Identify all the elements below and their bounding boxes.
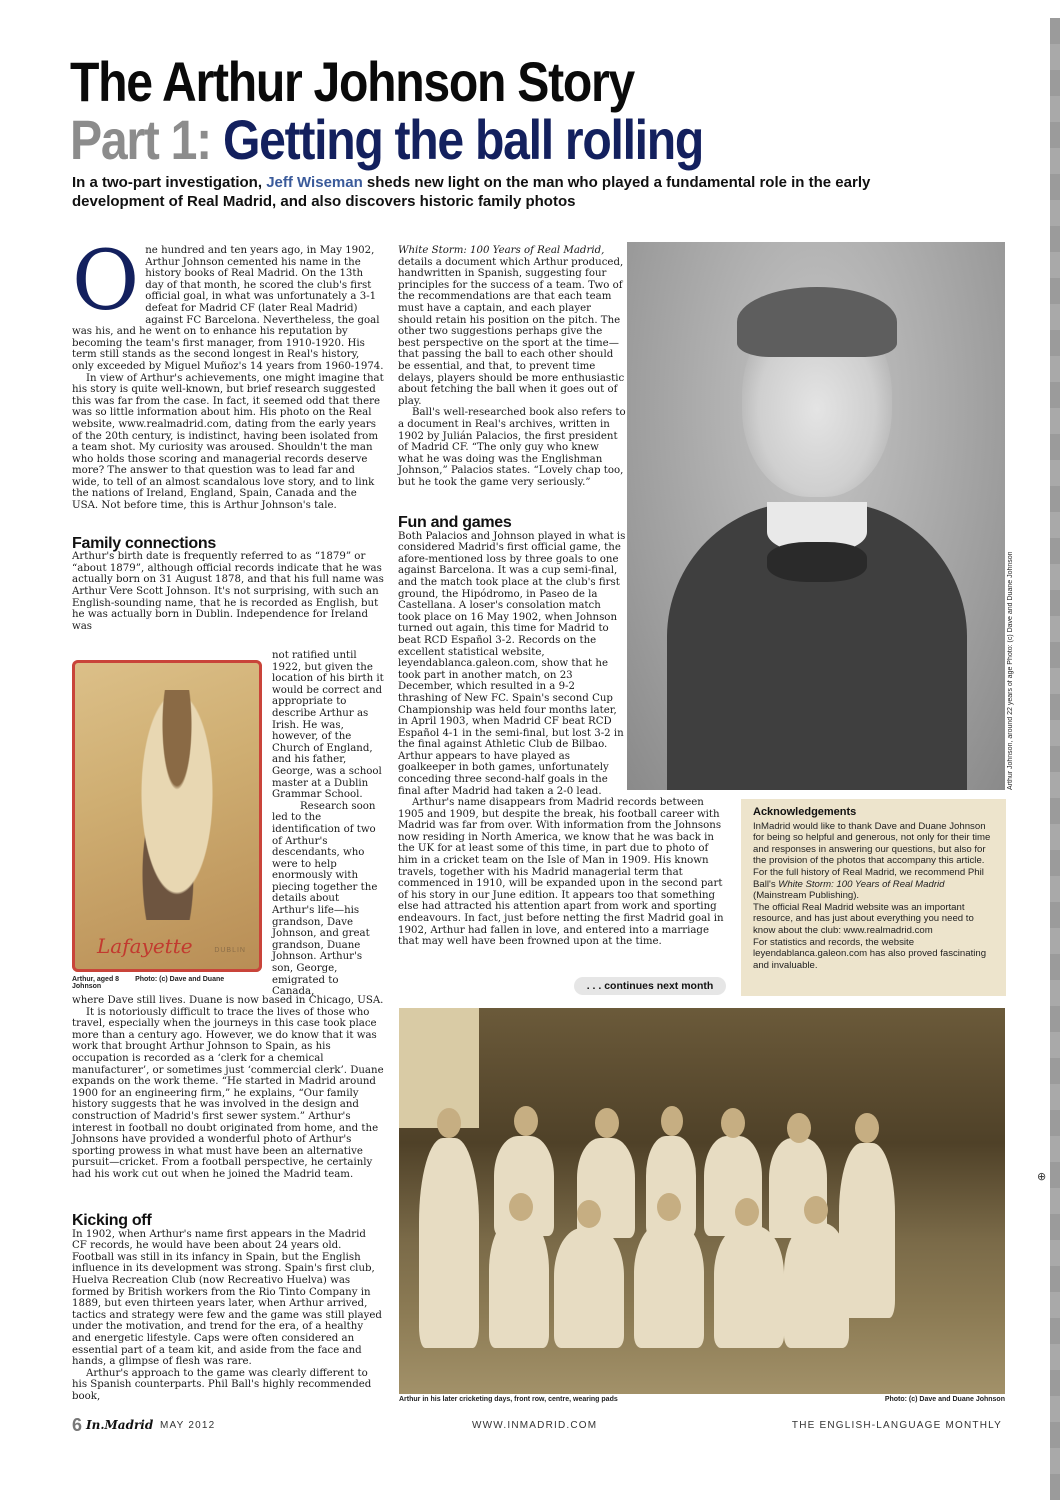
column-1-wrap [272, 650, 384, 998]
portrait-hair [737, 287, 897, 357]
column-2-top [398, 245, 626, 488]
portrait-caption-vertical: Arthur Johnson, around 22 years of age Photo: (c) Dave and Duane Johnson [1007, 551, 1014, 790]
column-1-intro [72, 234, 384, 632]
team-player [646, 1136, 696, 1236]
fun-paragraph-1: Both Palacios and Johnson played in what is considered Madrid's first official game, the afore-mentioned loss by three goals to one against Barcelona. It was a cup semi-final, and the match took place at the club's first ground, the Hipódromo, in Paseo de la Castellana. A loser's consolation match took place on 16 May 1902, when Johnson turned out again, this time for Madrid to beat RCD Español 3-2. Records on the excellent statistical website, leyendablanca.galeon.com, show that he took part in another match, on 23 December, which resulted in a 9-2 thrashing of New FC. Spain's second Cup Championship was held four months later, in April 1903, when Madrid CF beat RCD Español 4-1 in the semi-final, but lost 3-2 in the final against Athletic Club de Bilbao. Arthur appears to have played as goalkeeper in both games, unfortunately conceding three second-half goals in the final after Madrid had taken a 2-0 lead. [398, 530, 626, 797]
team-player-head [855, 1113, 879, 1143]
team-player-head [509, 1193, 533, 1221]
resize-cursor-icon: ⊕ [1037, 1170, 1047, 1183]
intro-paragraph-2: In view of Arthur's achievements, one might imagine that his story is quite well-known, but brief research suggested this was far from the case. In fact, it seemed odd that there was so little information about him. His photo on the Real website, www.realmadrid.com, dating from the early years of the 20th century, is indistinct, having been isolated from a team shot. My curiosity was aroused. Shouldn't the man who holds those scoring and managerial records deserve more? The answer to that question was to lead far and wide, to tell of an almost scandalous love story, and to link the nations of Ireland, England, Spain, Canada and the USA. Not before time, this is Arthur Johnson's tale. [72, 372, 384, 512]
team-caption-credit: Photo: (c) Dave and Duane Johnson [884, 1396, 1005, 1403]
col2-paragraph-2: Ball's well-researched book also refers to a document in Real's archives, written in 1902 by Julián Palacios, the first president of Madrid CF. “The only guy who knew what he was doing was the Englishman Johnson,” Palacios states. “Lovely chap too, but he took the game very seriously.” [398, 407, 626, 488]
photo-sky [399, 1008, 479, 1128]
col2-paragraph-1 [398, 245, 626, 407]
family-wrap-1: not ratified until 1922, but given the location of his birth it would be correct and appropriate to describe Arthur as Irish. He was, however, of the Church of England, and his father, George, was a school master at a Dublin Grammar School. [272, 650, 384, 801]
book-title: White Storm: 100 Years of Real Madrid, [398, 245, 605, 256]
photo-studio-brand: Lafayette [97, 934, 193, 958]
ack-paragraph-1: InMadrid would like to thank Dave and Duane Johnson for being so helpful and generous, not only for their time and responses in answering our questions, but also for the provision of the photos that accompany this article. [753, 820, 991, 867]
team-player-head [787, 1113, 811, 1143]
subtitle-text: Getting the ball rolling [222, 108, 704, 171]
family-paragraph-1: Arthur's birth date is frequently referred to as “1879” or “about 1879”, although official records indicate that he was actually born on 31 August 1878, and that his full name was Arthur Vere Scott Johnson. It's not surprising, with such an English-sounding name, that he is recorded as English, but he was actually born in Dublin. Independence for Ireland was [72, 551, 384, 632]
team-player-head [437, 1108, 461, 1138]
team-player [554, 1228, 624, 1348]
author-name: Jeff Wiseman [266, 174, 363, 191]
family-wrap-2: Research soon led to the identification of two of Arthur's descendants, who were to help enormously with piecing together the details about Arthur's life—his grandson, Dave Johnson, and great grandson, Duane Johnson. Arthur's son, George, emigrated to Canada, [272, 800, 378, 998]
part-label: Part 1: [70, 108, 211, 171]
ack-paragraph-3: The official Real Madrid website was an important resource, and has just about everything you need to know about the club: www.realmadrid.com [753, 901, 974, 936]
column-1-continued [72, 995, 384, 1181]
section-heading-fun-and-games: Fun and games [398, 514, 512, 531]
page-footer [72, 1415, 1002, 1435]
photo-caption-boy [72, 976, 262, 990]
team-player-head [804, 1196, 828, 1224]
article-subtitle [70, 110, 703, 170]
ack-paragraph-2 [753, 867, 994, 902]
photo-arthur-aged-8 [72, 660, 262, 972]
team-player-arthur [634, 1223, 704, 1348]
boy-figure [132, 690, 222, 920]
team-player-head [661, 1106, 683, 1136]
team-caption-text: Arthur in his later cricketing days, front row, centre, wearing pads [399, 1396, 618, 1403]
kicking-paragraph-2: Arthur's approach to the game was clearly different to his Spanish counterparts. Phil Ball's highly recommended book, [72, 1367, 372, 1402]
ack-book-title: White Storm: 100 Years of Real Madrid [778, 878, 945, 890]
photo-cricket-team [399, 1008, 1005, 1394]
team-player-head [577, 1200, 601, 1228]
team-photo-caption [399, 1396, 1005, 1403]
scrollbar[interactable] [1050, 18, 1060, 1500]
standfirst [72, 174, 872, 211]
ack-p2-pre: For the full history of Real Madrid, we recommend Phil Ball's [753, 866, 984, 890]
caption-credit: Photo: (c) Dave and Duane Johnson [72, 976, 225, 990]
photo-arthur-portrait [627, 242, 1005, 790]
team-player-head [595, 1108, 619, 1138]
article-title: The Arthur Johnson Story [70, 50, 634, 113]
photo-studio-city: DUBLIN [214, 947, 246, 954]
kicking-paragraph-1: In 1902, when Arthur's name first appears in the Madrid CF records, he would have been about 24 years old. Football was still in its infancy in Spain, but the English influence in its development was strong. Spain's first club, Huelva Recreation Club (now Recreativo Huelva) was formed by British workers from the Rio Tinto Company in 1889, but even thirteen years later, when Arthur arrived, tactics and strategy were few and the game was still played under the motivation, and trend for the era, of a healthy and energetic lifestyle. Caps were often considered an essential part of a team kit, and aside from the face and hands, a glimpse of flesh was rare. [72, 1228, 382, 1368]
fun-paragraph-2: Arthur's name disappears from Madrid records between 1905 and 1909, but despite the break, his football career with Madrid was far from over. With information from the Johnsons now residing in North America, we know that he was back in the UK for at least some of this time, in part due to photo of him in a cricket team on the Isle of Man in 1909. His known travels, together with his Madrid managerial term that commenced in 1910, will be expanded upon in the second part of his story in our June edition. It appears too that something else had attracted his attention apart from work and sporting endeavours. In fact, just before netting the first Madrid goal in 1902, Arthur had fallen in love, and entered into a marriage that may well have been frowned upon at the time. [398, 797, 724, 948]
intro-p1-text: ne hundred and ten years ago, in May 1902, Arthur Johnson cemented his name in the history books of Real Madrid. On the 13th day of that month, he scored the club's first official goal, in what was unfortunately a 3-1 defeat for Madrid CF (later Real Madrid) against FC Barcelona. Nevertheless, the goal was his, and he went on to enhance his reputation by becoming the team's first manager, from 1910-1920. His term still stands as the second longest in Real's history, only exceeded by Miguel Muñoz's 14 years from 1960-1974. [72, 245, 384, 372]
caption-text: Arthur, aged 8 [72, 976, 120, 983]
team-player [489, 1218, 549, 1348]
acknowledgements-box [741, 799, 1006, 996]
col2-p1-text: details a document which Arthur produced, handwritten in Spanish, suggesting four principles for the success of a team. Two of the recommendations are that each team must have a captain, and each player should retain his position on the pitch. The other two suggestions perhaps give the best perspective on the sport at the time—that passing the ball to each other should be essential, and that, to prevent time delays, players should be more enthusiastic about fetching the ball when it goes out of play. [398, 256, 625, 407]
column-2-fun-and-games [398, 514, 626, 797]
team-player [784, 1223, 849, 1348]
drop-cap: O [72, 234, 140, 329]
standfirst-post: sheds new light on the man who played a fundamental role in the early development of Real Madrid, and also discovers historic family photos [72, 174, 871, 210]
team-player-head [657, 1193, 681, 1221]
website-url: WWW.INMADRID.COM [472, 1420, 598, 1431]
column-1-kicking-off [72, 1212, 384, 1403]
section-heading-kicking-off: Kicking off [72, 1212, 152, 1229]
portrait-bowtie [767, 542, 867, 582]
ack-p2-post: (Mainstream Publishing). [753, 890, 860, 902]
family-paragraph-2: where Dave still lives. Duane is now based in Chicago, USA. [72, 995, 384, 1006]
issue-date: MAY 2012 [160, 1420, 216, 1431]
magazine-tagline: THE ENGLISH-LANGUAGE MONTHLY [791, 1420, 1002, 1431]
family-paragraph-3: It is notoriously difficult to trace the lives of those who travel, especially when the journeys in this case took place more than a century ago. However, we do know that it was work that brought Arthur Johnson to Spain, as his occupation is recorded as a ‘clerk for a chemical manufacturer’, or sometimes just ‘commercial clerk’. Duane expands on the work theme. “He started in Madrid around 1900 for an engineering firm,” he explains, “Our family history suggests that he was involved in the design and construction of Madrid's first sewer system.” Arthur's interest in football no doubt originated from home, and the Johnsons have provided a wonderful photo of Arthur's sporting prowess in what must have been an alternative pursuit—cricket. From a football perspective, he certainly had his work cut out when he joined the Madrid team. [72, 1006, 384, 1180]
column-2-bottom [398, 797, 728, 948]
team-player [714, 1226, 784, 1348]
page-number: 6 [72, 1415, 83, 1435]
team-player-head [735, 1198, 759, 1226]
team-player [419, 1138, 479, 1348]
section-heading-family: Family connections [72, 534, 216, 552]
acknowledgements-heading: Acknowledgements [753, 806, 857, 818]
team-player-head [514, 1106, 538, 1136]
team-player-head [721, 1108, 745, 1138]
intro-paragraph-1 [72, 234, 384, 373]
ack-paragraph-4: For statistics and records, the website leyendablanca.galeon.com has also proved fascinating and invaluable. [753, 936, 987, 971]
standfirst-pre: In a two-part investigation, [72, 174, 267, 191]
magazine-logo: In.Madrid [86, 1418, 154, 1432]
continues-next-month-label: . . . continues next month [574, 977, 726, 995]
